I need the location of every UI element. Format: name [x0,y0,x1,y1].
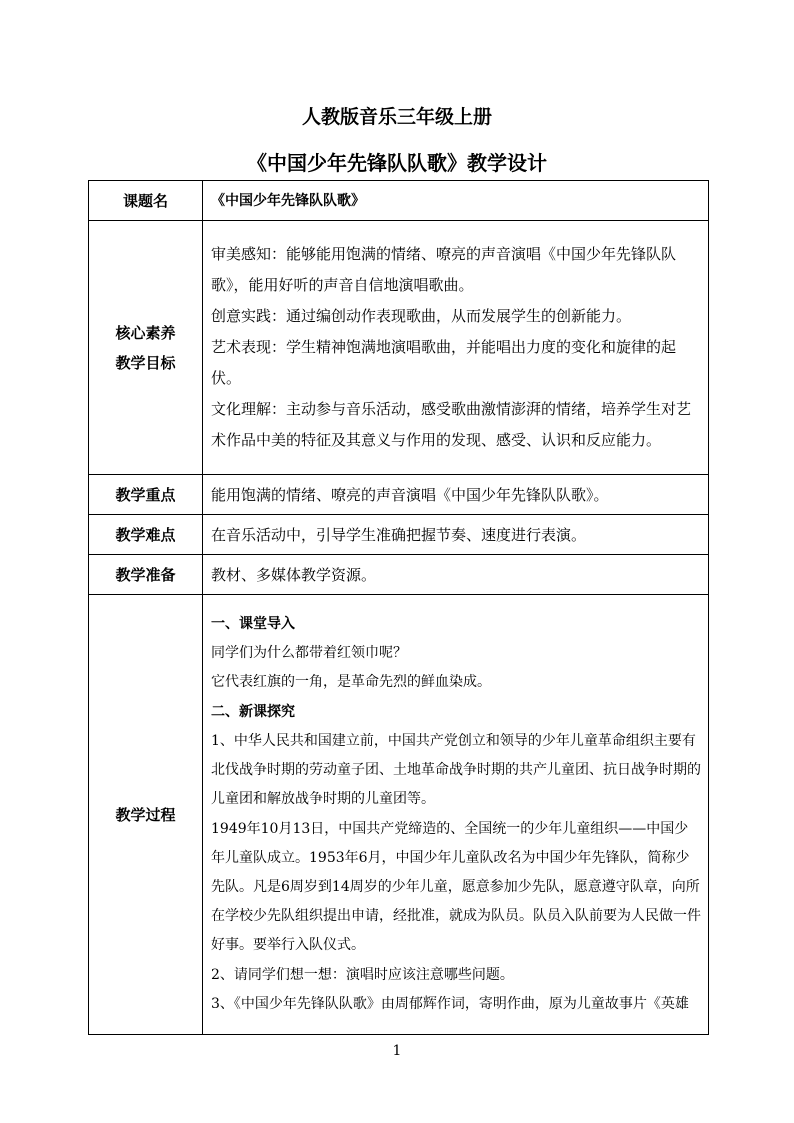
preparation-value: 教材、多媒体教学资源。 [203,555,709,595]
process-value [203,595,709,1035]
document-title-line2: 《中国少年先锋队队歌》教学设计 [247,151,547,175]
section1-heading: 一、课堂导入 [211,616,295,633]
objectives-label-line1: 核心素养 [115,323,176,342]
page-number: 1 [392,1043,402,1059]
key-points-label: 教学重点 [89,475,203,515]
section2-paragraph: 2、请同学们想一想：演唱时应该注意哪些问题。 [211,966,514,983]
objectives-label [89,221,203,475]
objectives-value [203,221,709,475]
section2-paragraph: 3、《中国少年先锋队队歌》由周郁辉作词，寄明作曲，原为儿童故事片《英雄 [211,995,689,1012]
section1-line: 同学们为什么都带着红领巾呢？ [211,645,407,662]
table-row-process [89,595,709,1035]
table-row-preparation [89,555,709,595]
difficulties-value: 在音乐活动中，引导学生准确把握节奏、速度进行表演。 [203,515,709,555]
table-row-topic [89,181,709,221]
objectives-label-line2: 教学目标 [115,353,176,372]
process-label: 教学过程 [89,595,203,1035]
table-row-difficulties [89,515,709,555]
objective-aesthetic: 审美感知：能够能用饱满的情绪、嘹亮的声音演唱《中国少年先锋队队歌》，能用好听的声音自信地演唱歌曲。 [211,245,677,294]
lesson-plan-table [88,180,709,1035]
objective-artistic: 艺术表现：学生精神饱满地演唱歌曲，并能唱出力度的变化和旋律的起伏。 [211,338,677,387]
objective-cultural: 文化理解：主动参与音乐活动，感受歌曲激情澎湃的情绪，培养学生对艺术作品中美的特征及其意义与作用的发现、感受、认识和反应能力。 [211,400,692,449]
objective-creative: 创意实践：通过编创动作表现歌曲，从而发展学生的创新能力。 [211,307,632,325]
document-title-line1: 人教版音乐三年级上册 [301,106,492,128]
topic-label: 课题名 [89,181,203,221]
difficulties-label: 教学难点 [89,515,203,555]
table-row-objectives [89,221,709,475]
topic-value: 《中国少年先锋队队歌》 [203,181,709,221]
section2-heading: 二、新课探究 [211,703,295,720]
preparation-label: 教学准备 [89,555,203,595]
table-row-key-points [89,475,709,515]
section1-line: 它代表红旗的一角，是革命先烈的鲜血染成。 [211,674,491,691]
section2-paragraph: 1、中华人民共和国建立前，中国共产党创立和领导的少年儿童革命组织主要有北伐战争时期的劳动童子团、土地革命战争时期的共产儿童团、抗日战争时期的儿童团和解放战争时期的儿童团等。 [211,732,701,808]
section2-paragraph: 1949年10月13日，中国共产党缔造的、全国统一的少年儿童组织——中国少年儿童队成立。1953年6月，中国少年儿童队改名为中国少年先锋队，简称少先队。凡是6周岁到14周岁的少年儿童，愿意参加少先队，愿意遵守队章，向所在学校少先队组织提出申请，经批准，就成为队员。队员入队前要为人民做一件好事。要举行入队仪式。 [211,820,701,954]
key-points-value: 能用饱满的情绪、嘹亮的声音演唱《中国少年先锋队队歌》。 [203,475,709,515]
